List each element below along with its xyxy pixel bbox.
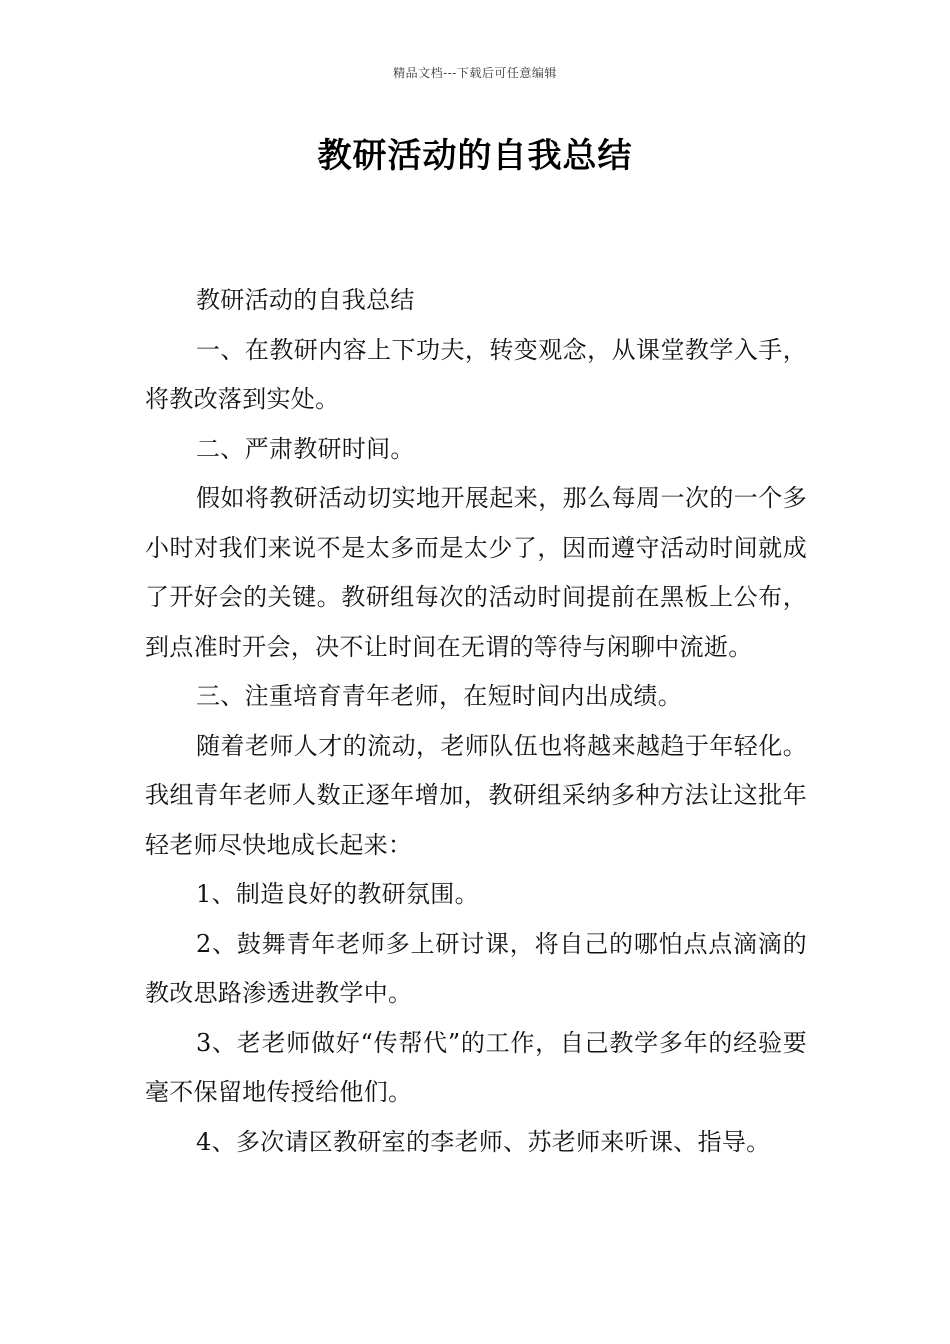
paragraph-section-2: 二、严肃教研时间。: [196, 434, 415, 463]
document-title: 教研活动的自我总结: [317, 136, 633, 176]
header-note: 精品文档---下载后可任意编辑: [393, 66, 557, 80]
document-body: [145, 276, 807, 1167]
paragraph-section-3-body: 随着老师人才的流动，老师队伍也将越来越趋于年轻化。我组青年老师人数正逐年增加，教研组采纳多种方法让这批年轻老师尽快地成长起来：: [145, 731, 807, 859]
paragraph-subtitle: 教研活动的自我总结: [196, 286, 415, 314]
paragraph-section-1: 一、在教研内容上下功夫，转变观念，从课堂教学入手，将教改落到实处。: [145, 335, 807, 413]
list-item-1: 1、制造良好的教研氛围。: [196, 880, 479, 908]
list-item-4: 4、多次请区教研室的李老师、苏老师来听课、指导。: [196, 1127, 771, 1156]
list-item-3: 3、老老师做好“传帮代”的工作，自己教学多年的经验要毫不保留地传授给他们。: [145, 1028, 807, 1106]
paragraph-section-3: 三、注重培育青年老师，在短时间内出成绩。: [196, 682, 682, 710]
paragraph-section-2-body: 假如将教研活动切实地开展起来，那么每周一次的一个多小时对我们来说不是太多而是太少了，因而遵守活动时间就成了开好会的关键。教研组每次的活动时间提前在黑板上公布，到点准时开会，决不让时间在无谓的等待与闲聊中流逝。: [145, 484, 807, 661]
list-item-2: 2、鼓舞青年老师多上研讨课，将自己的哪怕点点滴滴的教改思路渗透进教学中。: [145, 929, 807, 1007]
